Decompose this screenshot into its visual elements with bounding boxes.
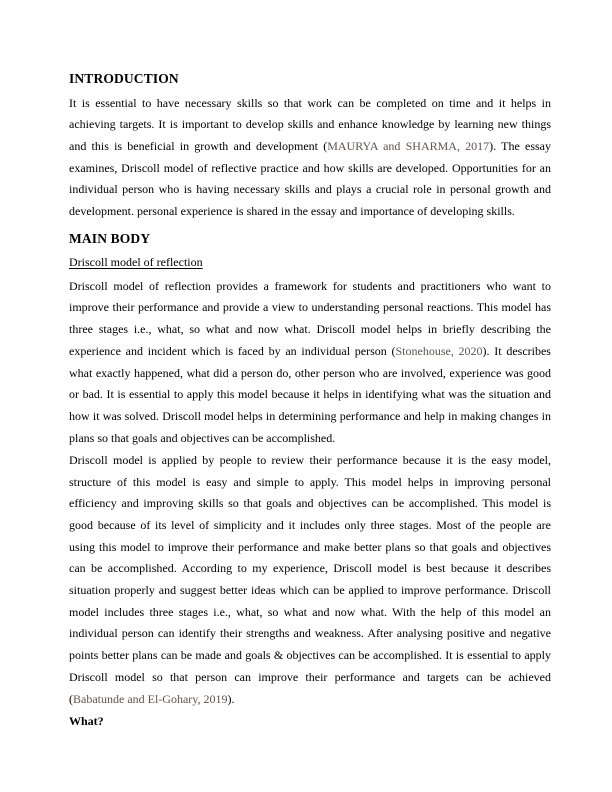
introduction-heading: INTRODUCTION	[69, 71, 179, 86]
introduction-paragraph-text-after-citation: ). The essay examines, Driscoll model of reflective practice and how skills are developed. Opportunities for an individual person who is having necessary skills and plays a crucial role in personal growth and development. personal experience is shared in the essay and importance of developing skills.	[69, 138, 551, 219]
driscoll-paragraph-one	[69, 276, 551, 450]
what-stage-heading: What?	[69, 713, 104, 728]
citation-stonehouse: Stonehouse, 2020	[395, 343, 483, 358]
document-content	[69, 68, 551, 732]
driscoll-paragraph-two-text-after-citation: ).	[227, 691, 235, 706]
driscoll-paragraph-two-text-before-citation: Driscoll model is applied by people to review their performance because it is the easy model, structure of this model is easy and simple to apply. This model helps in improving personal efficiency and improving skills so that goals and objectives can be accomplished. This model is good because of its level of simplicity and it includes only three stages. Most of the people are using this model to improve their performance and make better plans so that goals and objectives can be accomplished. According to my experience, Driscoll model is best because it describes situation properly and suggest better ideas which can be applied to improve performance. Driscoll model includes three stages i.e., what, so what and now what. With the help of this model an individual person can identify their strengths and weakness. After analysing positive and negative points better plans can be made and goals & objectives can be accomplished. It is essential to apply Driscoll model so that person can improve their performance and targets can be achieved (	[69, 452, 551, 706]
driscoll-model-subheading: Driscoll model of reflection	[69, 255, 203, 270]
driscoll-paragraph-one-text-after-citation: ). It describes what exactly happened, what did a person do, other person who are involved, experience was good or bad. It is essential to apply this model because it helps in identifying what was the situation and how it was solved. Driscoll model helps in determining performance and help in making changes in plans so that goals and objectives can be accomplished.	[69, 343, 551, 445]
citation-babatunde-elgohary: Babatunde and El-Gohary, 2019	[73, 691, 228, 706]
driscoll-paragraph-two	[69, 450, 551, 710]
main-body-heading: MAIN BODY	[69, 230, 151, 246]
introduction-paragraph-text-before-citation: It is essential to have necessary skills so that work can be completed on time and it helps in achieving targets. It is important to develop skills and enhance knowledge by learning new things and this is beneficial in growth and development (	[69, 95, 551, 153]
introduction-paragraph	[69, 93, 551, 223]
driscoll-paragraph-one-text-before-citation: Driscoll model of reflection provides a framework for students and practitioners who want to improve their performance and provide a view to understanding personal reactions. This model has three stages i.e., what, so what and now what. Driscoll model helps in briefly describing the experience and incident which is faced by an individual person (	[69, 278, 551, 358]
citation-maurya-sharma: MAURYA and SHARMA, 2017	[327, 138, 490, 153]
